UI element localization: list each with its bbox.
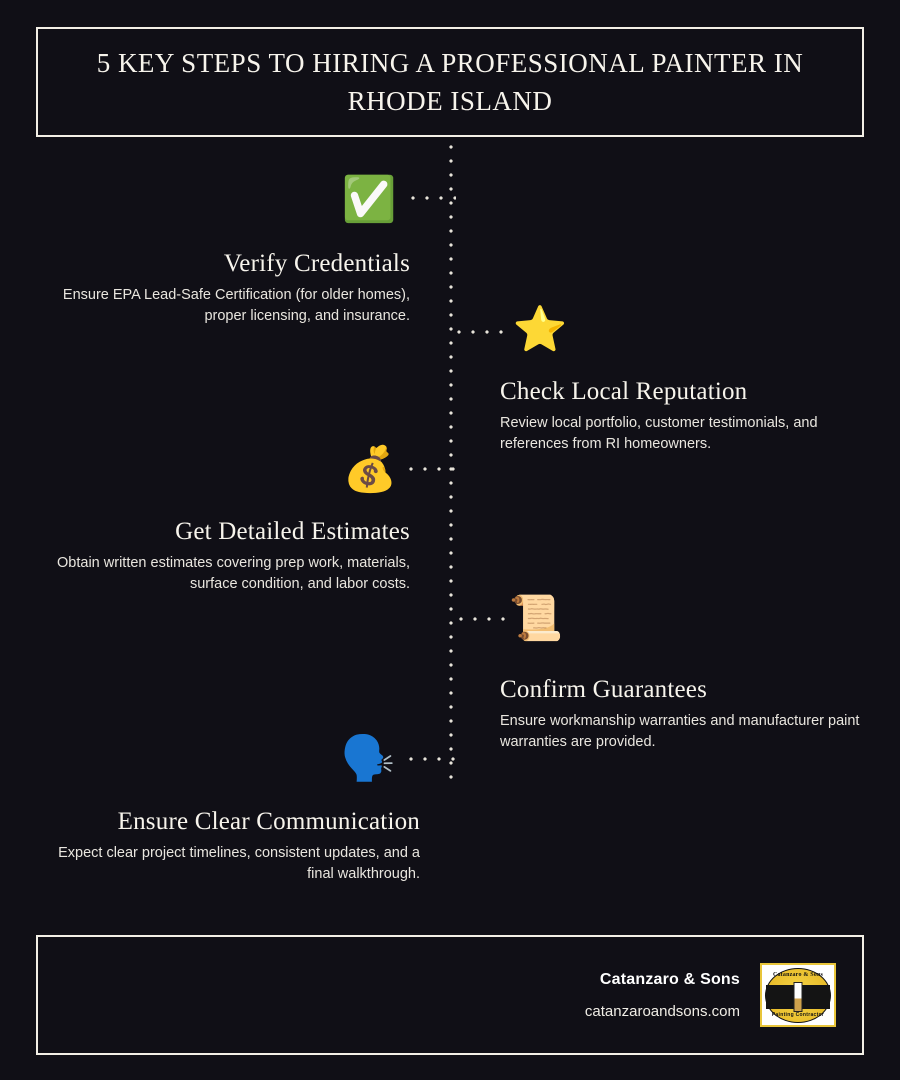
header-banner [36,27,864,137]
website-url[interactable]: catanzaroandsons.com [584,1002,740,1020]
step-description: Expect clear project timelines, consistent updates, and a final walkthrough. [58,845,420,883]
step-title: Get Detailed Estimates [175,518,410,545]
step-description: Obtain written estimates covering prep work, materials, surface condition, and labor costs. [57,555,410,593]
footer-banner [36,935,864,1055]
connector-step-3 [404,467,456,471]
step-item-ensure-clear-communication [40,808,420,885]
step-item-get-detailed-estimates [40,518,410,595]
logo-top-text: Catanzaro & Sons [772,971,824,978]
speaking-head-icon: 🗣️ [340,734,396,783]
step-title: Confirm Guarantees [500,676,708,703]
logo-badge [765,968,831,1023]
money-bag-icon: 💰 [342,445,398,494]
star-icon: ⭐ [512,305,568,354]
logo-bottom-text: Painting Contractor [771,1011,825,1018]
paintbrush-icon [794,982,803,1012]
step-title: Check Local Reputation [500,378,748,405]
green-check-mark-icon: ✅ [341,175,397,224]
connector-step-1 [406,196,456,200]
step-description: Review local portfolio, customer testimonials, and references from RI homeowners. [500,415,818,453]
step-description: Ensure EPA Lead-Safe Certification (for older homes), proper licensing, and insurance. [62,287,410,325]
scroll-icon: 📜 [508,594,564,643]
step-item-verify-credentials [40,250,410,327]
brand-name: Catanzaro & Sons [599,970,740,988]
step-item-confirm-guarantees [500,676,860,753]
connector-step-4 [454,617,506,621]
page-title: 5 KEY STEPS TO HIRING A PROFESSIONAL PAINTER IN RHODE ISLAND [96,47,804,116]
timeline-spine [449,140,453,780]
step-title: Ensure Clear Communication [117,808,420,835]
connector-step-2 [452,330,508,334]
step-description: Ensure workmanship warranties and manufacturer paint warranties are provided. [500,713,860,751]
footer-text-block [585,971,740,1020]
step-title: Verify Credentials [223,250,410,277]
catanzaro-and-sons-logo [760,963,836,1027]
step-item-check-local-reputation [500,378,860,455]
connector-step-5 [404,757,456,761]
